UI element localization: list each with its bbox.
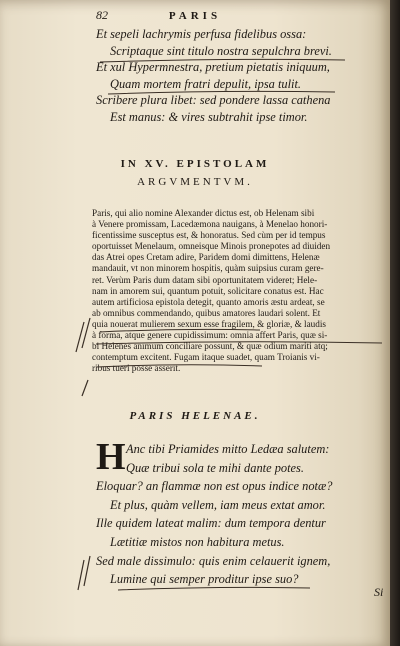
page-number: 82	[96, 8, 108, 22]
letter-line: Lætitiæ mistos non habitura metus.	[110, 534, 285, 549]
verse-line: Et xul Hypermnestra, pretium pietatis iniquum,	[96, 60, 330, 75]
letter-line: Lumine qui semper proditur ipse suo?	[110, 572, 299, 587]
verse-line: Scribere plura libet: sed pondere lassa cathena	[96, 93, 331, 108]
letter-heading: PARIS HELENAE.	[129, 410, 261, 422]
letter-line: Eloquar? an flammæ non est opus indice notæ?	[96, 479, 333, 494]
margin-stroke-mark	[82, 380, 88, 396]
page-edge	[390, 0, 400, 646]
verse-line: Quam mortem fratri depulit, ipsa tulit.	[110, 76, 302, 91]
letter-line: Sed male dissimulo: quis enim celauerit ignem,	[96, 553, 331, 568]
letter-line: Quæ tribui sola te mihi dante potes.	[126, 460, 304, 475]
argument-line: das Atrei opes Cretam adire, Paridem domi dimittens, Helenæ	[92, 252, 320, 263]
catchword: Si	[374, 585, 384, 599]
argument-line: nam in amorem sui, quantum potuit, solicitare conatus est. Hac	[92, 285, 324, 296]
argument-line: Paris, qui alio nomine Alexander dictus est, ob Helenam sibi	[92, 208, 315, 218]
verse-line: Et sepeli lachrymis perfusa fidelibus ossa:	[96, 27, 307, 41]
argument-line: autem artificiosa epistola detegit, quanto amoris æstu ardeat, se	[92, 296, 325, 307]
verse-line: Scriptaque sint titulo nostra sepulchra brevi.	[110, 43, 332, 58]
letter-line: Et plus, quàm vellem, iam meus extat amor.	[110, 497, 326, 512]
margin-stroke-mark	[76, 322, 84, 352]
margin-stroke-mark	[84, 556, 90, 586]
letter-line: Anc tibi Priamides mitto Ledæa salutem:	[126, 442, 330, 456]
argument-line: ficentissime susceptus est, & honoratus. Sed cùm per id tempus	[92, 230, 326, 241]
epistle-heading: IN XV. EPISTOLAM	[120, 158, 270, 170]
argument-line: ab omnibus commendando, quibus amatores laudari solent. Et	[92, 307, 321, 318]
argument-paragraph	[92, 208, 382, 374]
argument-line: à forma, atque genere cupidissimum: omnia affert Paris, quæ si-	[92, 330, 328, 341]
argument-line: quia nouerat mulierem sexum esse fragilem, & gloriæ, & laudis	[92, 318, 326, 329]
drop-capital: H	[96, 436, 126, 478]
argument-line: contemptum excitent. Fugam itaque suadet, quam Troianis vi-	[92, 352, 320, 363]
argument-line: ribus tueri posse asserit.	[92, 363, 181, 374]
argument-line: ret. Verùm Paris dum datam sibi oportunitatem videret; Hele-	[92, 274, 318, 285]
argument-line: mandauit, vt non minorem hospitis, quàm suipsius curam gere-	[92, 263, 324, 274]
running-title: PARIS	[168, 10, 222, 22]
margin-stroke-mark	[78, 560, 84, 590]
argument-line: oportuisset Menelaum, omneisque Minois pronepotes ad diuiden	[92, 241, 331, 252]
argument-line: à Venere promissam, Lacedæmona nauigans, à Menelao honori-	[92, 219, 328, 230]
verse-line: Est manus: & vires subtrahit ipse timor.	[110, 109, 308, 124]
margin-stroke-mark	[82, 318, 90, 348]
letter-verse-block	[96, 436, 386, 589]
argument-heading: ARGVMENTVM.	[137, 176, 253, 188]
top-verse-block	[96, 26, 386, 126]
letter-line: Ille quidem lateat malim: dum tempora dentur	[96, 516, 326, 531]
argument-line: bi Helenes animum conciliare possunt, & quæ odium mariti atq;	[92, 341, 328, 352]
